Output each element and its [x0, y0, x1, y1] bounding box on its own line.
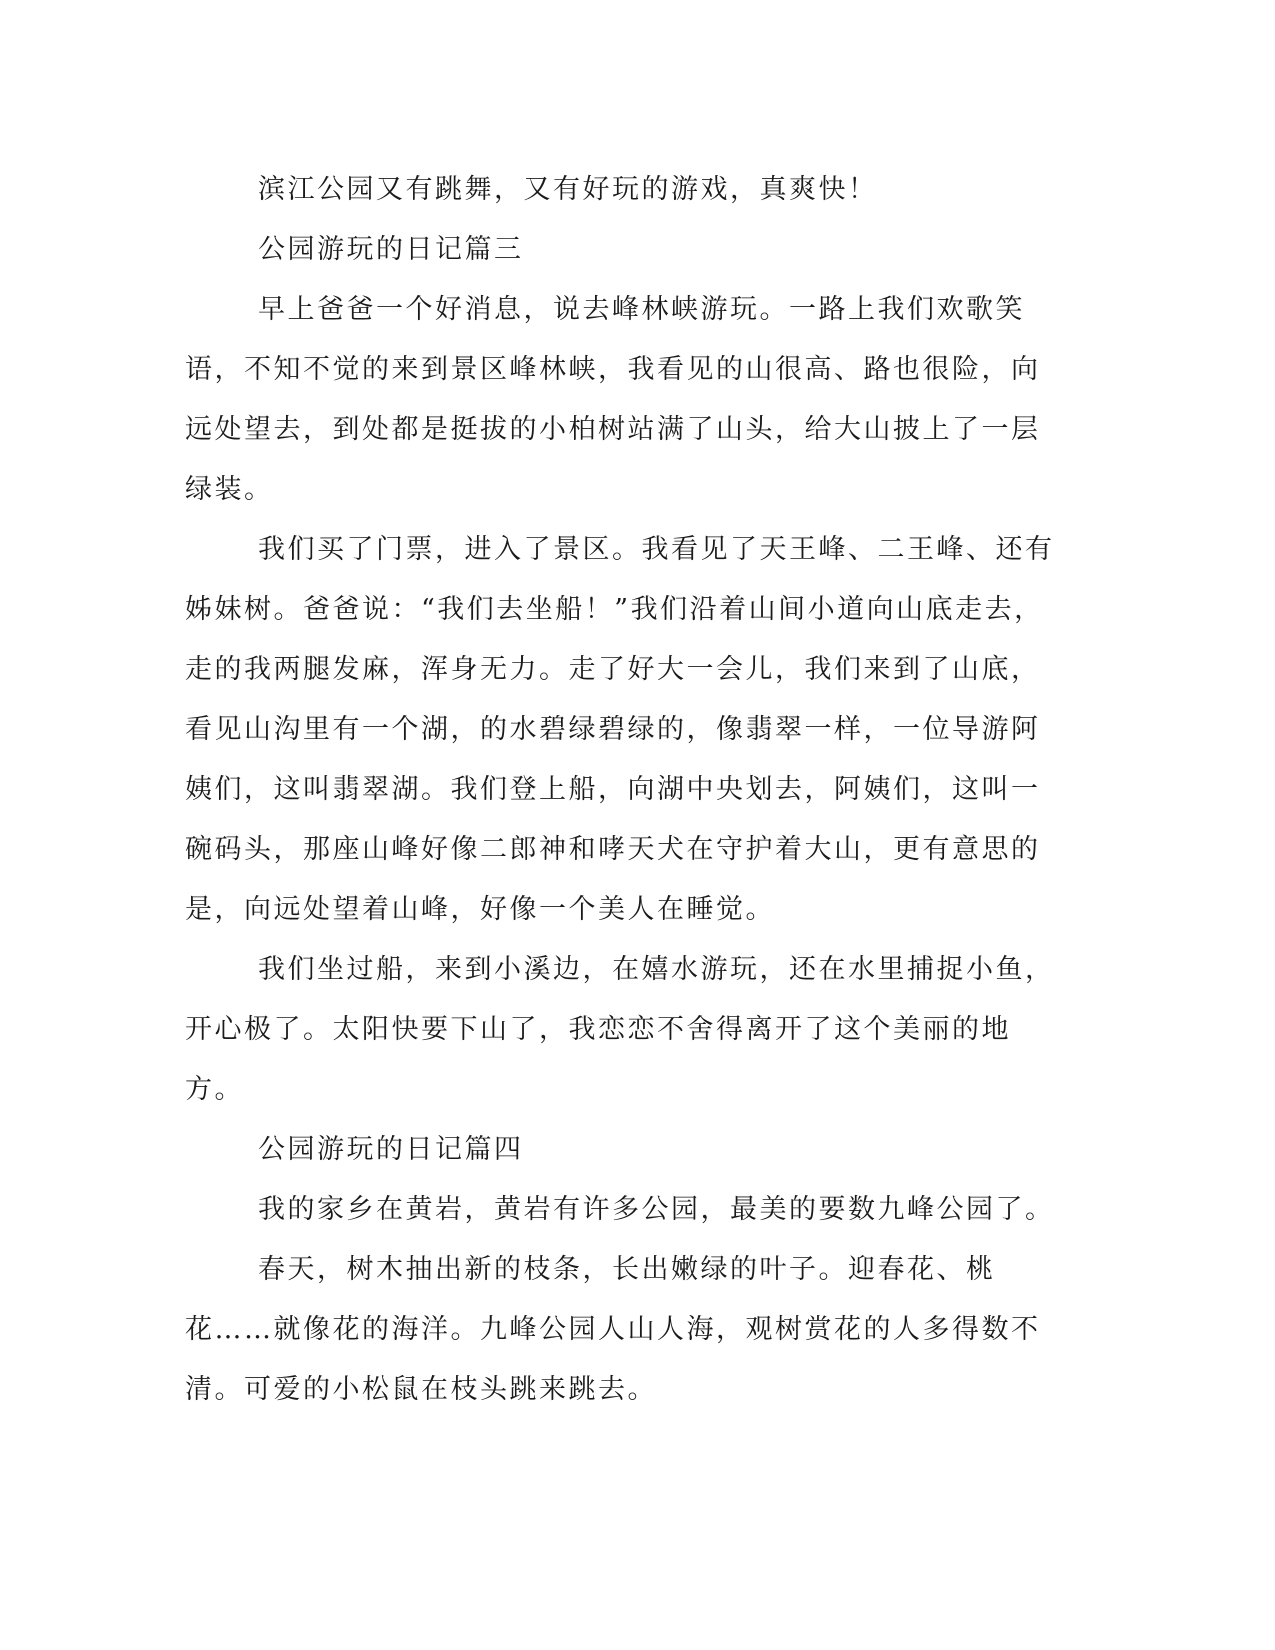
body-paragraph: 早上爸爸一个好消息，说去峰林峡游玩。一路上我们欢歌笑语，不知不觉的来到景区峰林峡，我看见的山很高、路也很险，向远处望去，到处都是挺拔的小柏树站满了山头，给大山披上了一层绿装。: [185, 294, 1041, 505]
body-paragraph: 我们坐过船，来到小溪边，在嬉水游玩，还在水里捕捉小鱼，开心极了。太阳快要下山了，我恋恋不舍得离开了这个美丽的地方。: [185, 954, 1055, 1105]
section-heading-part-four: 公园游玩的日记篇四: [258, 1134, 524, 1165]
closing-sentence-paragraph: 滨江公园又有跳舞，又有好玩的游戏，真爽快！: [258, 174, 878, 205]
section-heading-part-three: 公园游玩的日记篇三: [258, 234, 524, 265]
document-page: [185, 160, 1065, 1420]
body-paragraph: 春天，树木抽出新的枝条，长出嫩绿的叶子。迎春花、桃花……就像花的海洋。九峰公园人山人海，观树赏花的人多得数不清。可爱的小松鼠在枝头跳来跳去。: [185, 1254, 1041, 1405]
body-paragraph: 我的家乡在黄岩，黄岩有许多公园，最美的要数九峰公园了。: [258, 1194, 1055, 1225]
body-paragraph: 我们买了门票，进入了景区。我看见了天王峰、二王峰、还有姊妹树。爸爸说：“我们去坐船！”我们沿着山间小道向山底走去，走的我两腿发麻，浑身无力。走了好大一会儿，我们来到了山底，看见山沟里有一个湖，的水碧绿碧绿的，像翡翠一样，一位导游阿姨们，这叫翡翠湖。我们登上船，向湖中央划去，阿姨们，这叫一碗码头，那座山峰好像二郎神和哮天犬在守护着大山，更有意思的是，向远处望着山峰，好像一个美人在睡觉。: [185, 534, 1055, 925]
